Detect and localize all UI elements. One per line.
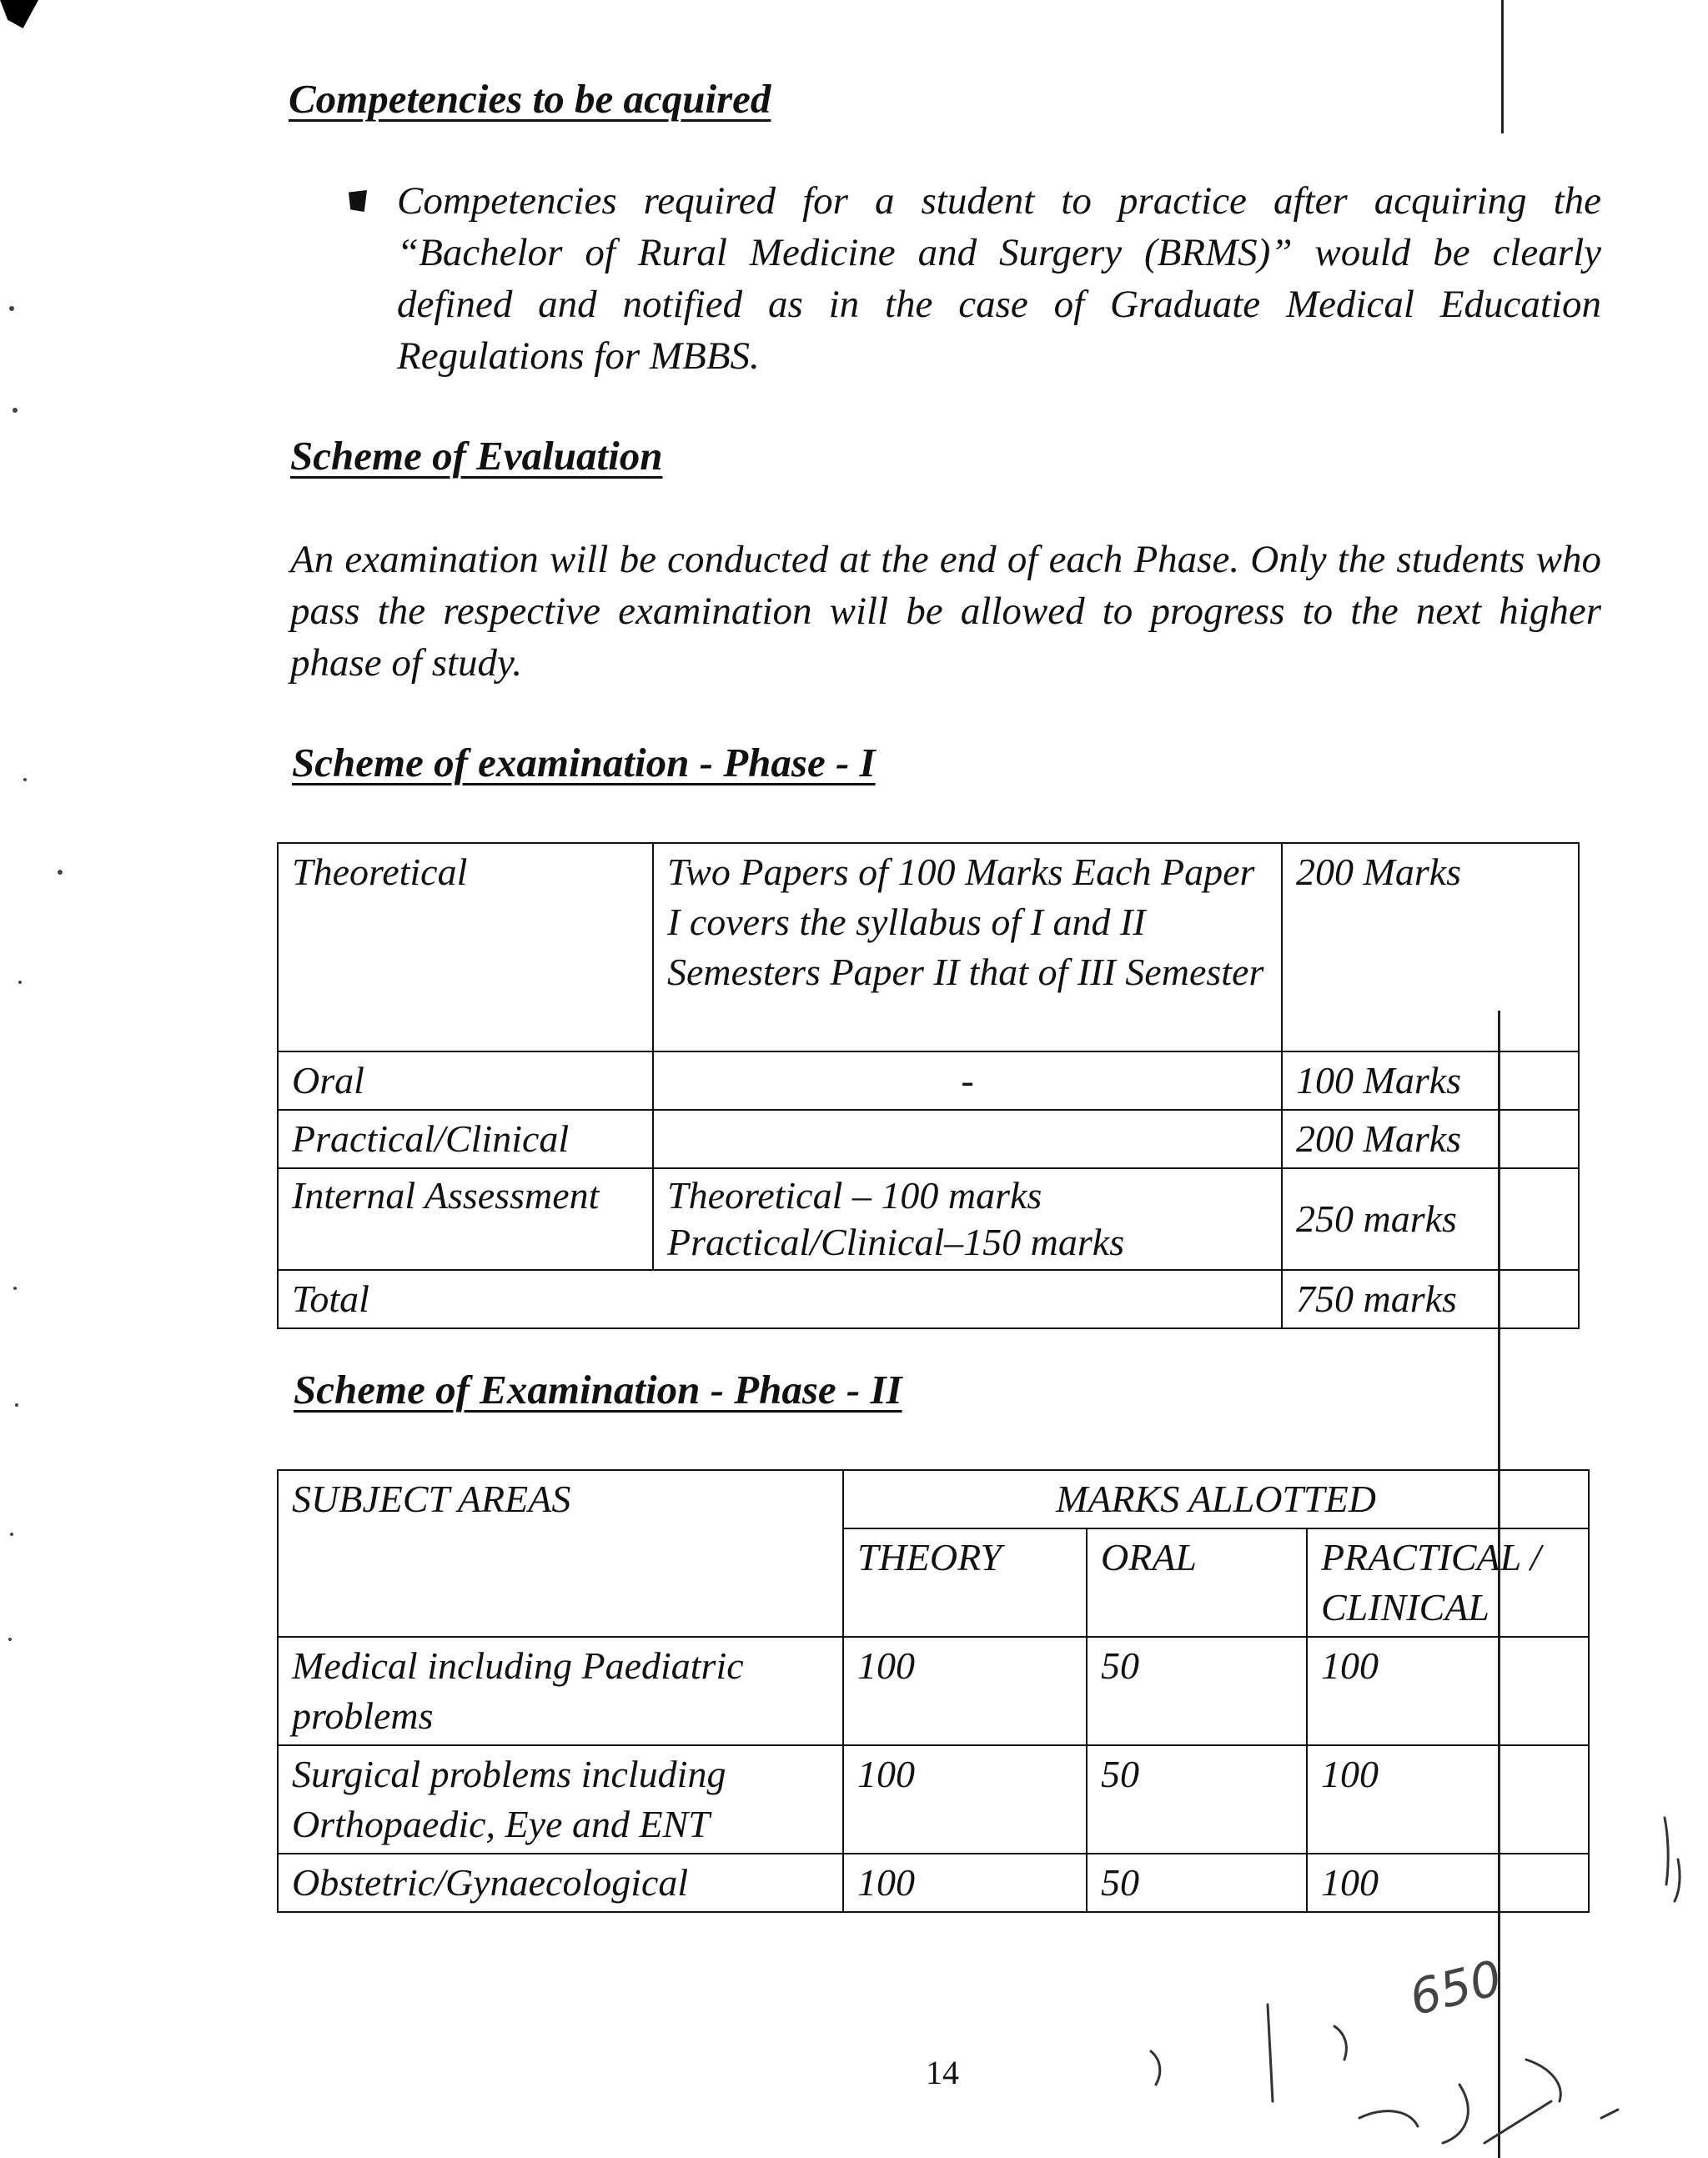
header-subject-areas: SUBJECT AREAS (278, 1470, 843, 1637)
header-oral: ORAL (1087, 1528, 1307, 1637)
header-theory: THEORY (843, 1528, 1087, 1637)
cell-component: Theoretical (278, 843, 653, 1051)
cell-practical: 100 (1307, 1745, 1589, 1854)
heading-evaluation: Scheme of Evaluation (290, 433, 663, 479)
cell-marks: 100 Marks (1282, 1051, 1579, 1110)
heading-phase2: Scheme of Examination - Phase - II (294, 1367, 902, 1413)
page-number: 14 (926, 2054, 959, 2091)
cell-practical: 100 (1307, 1637, 1589, 1745)
header-marks-allotted: MARKS ALLOTTED (843, 1470, 1589, 1528)
cell-subject: Medical including Paediatric problems (278, 1637, 843, 1745)
cell-subject: Surgical problems including Orthopaedic, Eye and ENT (278, 1745, 843, 1854)
handwritten-note: 650 (1404, 1949, 1508, 2027)
cell-oral: 50 (1087, 1854, 1307, 1912)
cell-theory: 100 (843, 1745, 1087, 1854)
header-practical: PRACTICAL / CLINICAL (1307, 1528, 1589, 1637)
cell-marks: 200 Marks (1282, 1110, 1579, 1168)
competencies-paragraph: Competencies required for a student to practice after acquiring the “Bachelor of Rural Medicine and Surgery (BRMS)” would be clearly defined and notified as in the case of Graduate Medical Education Regulations for MBBS. (397, 179, 1601, 378)
detail-line: Theoretical – 100 marks (667, 1174, 1042, 1217)
cell-total-marks: 750 marks (1282, 1270, 1579, 1328)
cell-theory: 100 (843, 1637, 1087, 1745)
evaluation-paragraph: An examination will be conducted at the end of each Phase. Only the students who pass the respective examination will be allowed to progress to the next higher phase of study. (290, 538, 1601, 685)
heading-phase1: Scheme of examination - Phase - I (292, 740, 876, 785)
cell-theory: 100 (843, 1854, 1087, 1912)
cell-subject: Obstetric/Gynaecological (278, 1854, 843, 1912)
cell-oral: 50 (1087, 1637, 1307, 1745)
cell-component: Internal Assessment (278, 1168, 653, 1270)
cell-detail: Two Papers of 100 Marks Each Paper I covers the syllabus of I and II Semesters Paper II that of III Semester (653, 843, 1282, 1051)
cell-component: Practical/Clinical (278, 1110, 653, 1168)
heading-competencies: Competencies to be acquired (289, 76, 771, 122)
cell-marks: 250 marks (1282, 1168, 1579, 1270)
cell-total-label: Total (278, 1270, 1282, 1328)
cell-oral: 50 (1087, 1745, 1307, 1854)
cell-marks: 200 Marks (1282, 843, 1579, 1051)
cell-detail: - (653, 1051, 1282, 1110)
cell-component: Oral (278, 1051, 653, 1110)
detail-line: Practical/Clinical–150 marks (667, 1221, 1125, 1263)
cell-practical: 100 (1307, 1854, 1589, 1912)
